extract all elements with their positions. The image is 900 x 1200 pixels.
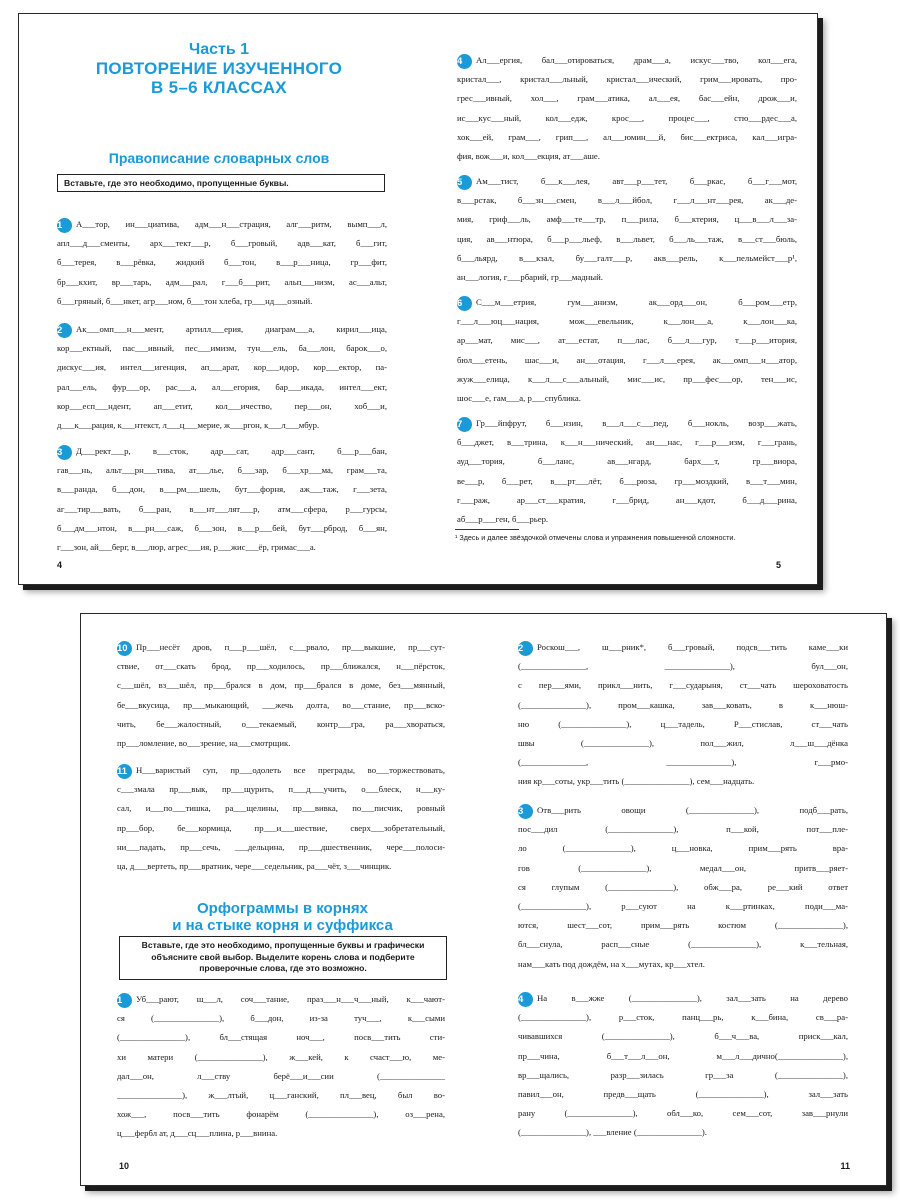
exercise-number-badge: 4 xyxy=(457,54,472,69)
section-heading xyxy=(81,901,484,935)
exercise-line: с___змала пр___вык, пр___щурить, п___д___учить, о___блеск, н___ку- xyxy=(117,784,445,795)
page-number: 10 xyxy=(119,1161,130,1171)
exercise-line: сал, и___по___тишка, ра___щелины, пр___вивка, по___писчик, ровный xyxy=(117,803,445,814)
footnote-divider xyxy=(455,529,519,530)
exercise-line: кор___есп___ндент, ап___етит, кол___ичество, пер___он, хоб___и, xyxy=(57,400,387,411)
chapter-title-line1: ПОВТОРЕНИЕ ИЗУЧЕННОГО xyxy=(95,59,343,78)
exercise-line: Ал___ергия, бал___отироваться, драм___а, искус___тво, кол___ега, xyxy=(476,55,797,65)
footnote: ¹ Здесь и далее звёздочкой отмечены слова и упражнения повышенной сложности. xyxy=(455,533,736,542)
exercise-4 xyxy=(457,51,797,166)
exercise-line: ся глупым (_______________), обж___ра, ре___кий ответ xyxy=(518,881,848,892)
exercise-line: вр___щались, разр___зилась гр___за (_______________), xyxy=(518,1069,848,1080)
exercise-line: Н___варистый суп, пр___одолеть все преграды, во___торжествовать, xyxy=(136,765,445,775)
exercise-line: б___джет, в___трина, к___н___нический, ан___нас, г___р___изм, г___грань, xyxy=(457,437,797,448)
exercise-line: ся (_______________), б___дон, из-за туч___, к___сыми xyxy=(117,1013,445,1024)
exercise-5 xyxy=(457,172,797,287)
exercise-line: Гр___йпфрут, б___нзин, в___л___с___пед, б___нокль, возр___жать, xyxy=(476,418,797,428)
page-number: 4 xyxy=(57,560,63,570)
exercise-line: ню (_______________), ц___тадель, Р___стислав, ст___чать xyxy=(518,718,848,729)
exercise-line: пос___дил (_______________), п___кой, пот___пле- xyxy=(518,824,848,835)
exercise-line: шос___е, гам___а, р___спублика. xyxy=(457,392,581,403)
exercise-3 xyxy=(57,442,387,557)
exercise-line: швы (_______________), пол___жил, л___ш___дёнка xyxy=(518,737,848,748)
exercise-line: бюл___етень, шас___и, ан___отация, г___л___ерея, ак___омп___н___атор, xyxy=(457,354,797,365)
exercise-line: хи матери (_______________), ж___кей, к счаст___ю, ме- xyxy=(117,1051,445,1062)
exercise-line: ни___падать, пр___сечь, ___дельцина, пр___дшественник, чере___полоси- xyxy=(117,841,445,852)
exercise-line: чивавшихся (_______________), б___ч___ва, приск___кал, xyxy=(518,1031,848,1042)
book-spread-pages-10-11 xyxy=(80,613,887,1186)
page-number: 5 xyxy=(775,560,781,570)
exercise-3 xyxy=(518,801,848,974)
exercise-line: фия, вож___и, кол___екция, ат___аше. xyxy=(457,150,600,161)
exercise-line: ауд___тория, б___ланс, ав___нгард, барх___т, гр___виора, xyxy=(457,456,797,467)
exercise-10 xyxy=(117,638,445,753)
exercise-line: в___рстак, б___зн___смен, в___л___йбол, г___л___нт___рея, ак___де- xyxy=(457,195,797,206)
exercise-line: Ак___омп___н___мент, артилл___ерия, диаграм___а, кирил___ица, xyxy=(76,324,387,334)
exercise-line: гав___нь, альт___рн___тива, ат___лье, б___зар, б___хр___ма, грам___та, xyxy=(57,465,387,476)
page-4 xyxy=(19,14,419,584)
exercise-line: рану (_______________), обл___ко, сем___сот, зав___рнули xyxy=(518,1108,848,1119)
exercise-number-badge: 10 xyxy=(117,641,132,656)
exercise-line: Роскош___, ш___рник*, б___гровый, подсв___тить каме___ки xyxy=(537,642,848,652)
exercise-line: Уб___рают, ш___л, соч___тание, праз___н___ч___ный, к___чают- xyxy=(136,994,445,1004)
exercise-line: б___гряный, б___нкет, агр___ном, б___тон хлеба, гр___нд___озный. xyxy=(57,295,313,306)
exercise-number-badge: 2 xyxy=(57,323,72,338)
exercise-number-badge: 5 xyxy=(457,175,472,190)
exercise-number-badge: 1 xyxy=(117,993,132,1008)
exercise-line: с пер___ями, прикл___нить, г___сударыня, ст___чать шероховатость xyxy=(518,680,848,691)
exercise-line: бе___вкусица, пр___мыкающий, ___жечь долта, во___стание, пр___вско- xyxy=(117,699,445,710)
part-heading: Часть 1 xyxy=(188,41,250,58)
exercise-line: грес___ивный, хол___, грам___атика, ал___ея, бас___ейн, дрож___и, xyxy=(457,93,797,104)
exercise-line: ца, д___вертеть, пр___вратник, чере___седельник, ра___чёт, з___чинщик. xyxy=(117,860,392,871)
exercise-4 xyxy=(518,989,848,1143)
exercise-number-badge: 2 xyxy=(518,641,533,656)
exercise-line: с___шёл, вз___шёл, пр___брался в дом, пр___брался в доме, без___мянный, xyxy=(117,680,445,691)
exercise-line: кор___ектный, пас___ивный, пес___имизм, тун___ель, ба___лон, барок___о, xyxy=(57,343,387,354)
exercise-line: рал___ель, фур___ор, рас___а, ал___егория, бар___икада, интел___ект, xyxy=(57,381,387,392)
exercise-line: г___раж, ар___ст___кратия, г___брид, ан___кдот, б___д___рина, xyxy=(457,494,797,505)
exercise-line: ц___фербл ат, д___сц___плина, р___внина. xyxy=(117,1128,278,1139)
exercise-number-badge: 4 xyxy=(518,992,533,1007)
exercise-line: С___м___етрия, гум___анизм, ак___орд___он, б___ром___етр, xyxy=(476,297,797,307)
exercise-line: ция, ав___нтюра, б___р___льеф, в___львет, б___ль___таж, в___ст___бюль, xyxy=(457,233,797,244)
exercise-line: (_______________), р___суют на к___ртинках, поди___ма- xyxy=(518,900,848,911)
exercise-line: нам___кать под дождём, на х___мутах, кр___хтел. xyxy=(518,958,705,969)
exercise-line: На в___жже (_______________), зал___зать на дерево xyxy=(537,993,848,1003)
exercise-line: аг___тир___вать, б___ран, в___нт___лят___р, атм___сфера, р___гурсы, xyxy=(57,503,387,514)
exercise-line: хож___, посв___тить фонарём (_______________), оз___рена, xyxy=(117,1109,445,1120)
exercise-line: (_______________), пром___кашка, зав___ковать, в к___нюш- xyxy=(518,699,848,710)
exercise-line: б___терея, в___рёвка, жидкий б___тон, в___р___ница, гр___фит, xyxy=(57,257,387,268)
exercise-line: ствие, от___скать брод, пр___ходилось, пр___ближался, н___пёрсток, xyxy=(117,661,445,672)
exercise-line: Отв___рить овощи (_______________), подб___рать, xyxy=(537,805,848,815)
page-10 xyxy=(81,614,484,1185)
exercise-line: хок___ей, грам___, грип___, ал___юмин___й, бис___ектриса, кал___игра- xyxy=(457,131,797,142)
instruction-box: Вставьте, где это необходимо, пропущенные буквы и графически объясните свой выбор. Выделите корень слова и подберите проверочные слова, где это возможно. xyxy=(119,936,447,980)
exercise-7 xyxy=(457,414,797,529)
exercise-line: ве___р, б___рет, в___рт___лёт, б___рюза, гр___моздкий, в___т___мин, xyxy=(457,475,797,486)
exercise-number-badge: 11 xyxy=(117,764,132,779)
exercise-line: (_______________, _______________), бул___он, xyxy=(518,661,848,672)
exercise-number-badge: 7 xyxy=(457,417,472,432)
exercise-line: аб___р___ген, б___рьер. xyxy=(457,513,549,524)
exercise-line: _______________), ж___лтый, ц___ганский, пл___вец, был во- xyxy=(117,1089,445,1100)
exercise-line: мия, гриф___ль, амф___те___тр, п___рила, б___ктерия, ц___в___л___за- xyxy=(457,214,797,225)
exercise-line: д___к___рация, к___нтекст, л___ц___мерие, ж___ргон, к___л___мбур. xyxy=(57,419,320,430)
section-heading: Правописание словарных слов xyxy=(108,150,330,166)
exercise-line: бл___снула, расп___сные (_______________), к___тельная, xyxy=(518,939,848,950)
instruction-box: Вставьте, где это необходимо, пропущенные буквы. xyxy=(57,174,385,192)
exercise-line: жуж___елица, к___л___с___альный, мис___ис, пр___фес___ор, тен___ис, xyxy=(457,373,797,384)
exercise-line: (_______________), р___сток, панц___рь, к___бина, св___ра- xyxy=(518,1012,848,1023)
exercise-6 xyxy=(457,293,797,408)
exercise-line: Д___рект___р, в___сток, адр___сат, адр___сант, б___р___бан, xyxy=(76,446,387,456)
exercise-2 xyxy=(57,320,387,435)
page-11 xyxy=(484,614,888,1185)
exercise-line: (_______________, _______________), г___рмо- xyxy=(518,757,848,768)
exercise-line: (_______________), бл___стящая ноч___, посв___тить сти- xyxy=(117,1032,445,1043)
exercise-line: г___зон, ай___берг, в___люр, агрес___ия, р___жис___ёр, гримас___а. xyxy=(57,541,316,552)
section-heading-line1: Орфограммы в корнях xyxy=(196,900,369,917)
exercise-line: дискус___ия, интел___игенция, ап___арат, кор___идор, кор___ектор, па- xyxy=(57,362,387,373)
page-5 xyxy=(419,14,819,584)
section-heading-line2: и на стыке корня и суффикса xyxy=(172,916,393,934)
exercise-line: г___л___юц___нация, мож___евельник, к___лон___а, к___лон___ка, xyxy=(457,316,797,327)
exercise-line: кристал___, кристал___льный, кристал___ический, грим___ировать, про- xyxy=(457,74,797,85)
chapter-title xyxy=(19,59,419,97)
chapter-title-line2: В 5–6 КЛАССАХ xyxy=(151,78,287,98)
exercise-line: б___льярд, в___кзал, бу___галт___р, акв___рель, к___пельмейст___р¹, xyxy=(457,252,797,263)
exercise-number-badge: 3 xyxy=(518,804,533,819)
exercise-line: ис___кус___ный, кол___едж, крос___, процес___, стю___рдес___а, xyxy=(457,112,797,123)
exercise-1 xyxy=(57,215,387,311)
exercise-number-badge: 6 xyxy=(457,296,472,311)
exercise-line: пр___ломление, во___зрение, на___смотрщик. xyxy=(117,737,291,748)
exercise-line: дал___он, л___ству берё___и___сии (_______________ xyxy=(117,1070,445,1081)
exercise-line: (_______________), ___вление (_______________). xyxy=(518,1127,707,1138)
exercise-line: ан___логия, г___рбарий, гр___мадный. xyxy=(457,271,603,282)
exercise-line: пр___чина, б___т___л___он, м___л___дично(_______________), xyxy=(518,1050,848,1061)
exercise-line: б___дм___нтон, в___рн___саж, б___зон, в___р___бей, бут___рброд, б___ян, xyxy=(57,522,387,533)
exercise-line: апл___д___сменты, арх___тект___р, б___гровый, адв___кат, б___гит, xyxy=(57,238,387,249)
exercise-line: гов (_______________), медал___он, притв___ряет- xyxy=(518,862,848,873)
exercise-line: ло (_______________), ц___новка, прим___рять вра- xyxy=(518,843,848,854)
exercise-line: Ам___тист, б___к___лея, авт___р___тет, б___ркас, б___г___мот, xyxy=(476,176,797,186)
exercise-1 xyxy=(117,990,445,1144)
exercise-line: пр___бор, бе___кормица, пр___и___шествие, сверх___зобретательный, xyxy=(117,822,445,833)
exercise-line: чить, бе___жалостный, о___текаемый, контр___гра, ра___хвораться, xyxy=(117,718,445,729)
exercise-line: в___ранда, б___дон, в___рм___шель, бут___форня, аж___таж, г___зета, xyxy=(57,484,387,495)
exercise-2 xyxy=(518,638,848,792)
page-number: 11 xyxy=(840,1161,850,1171)
exercise-number-badge: 1 xyxy=(57,218,72,233)
exercise-line: бр___кхит, вр___тарь, адм___рал, г___б___рит, альп___низм, ас___альт, xyxy=(57,276,387,287)
exercise-number-badge: 3 xyxy=(57,445,72,460)
exercise-line: Пр___несёт дров, п___р___шёл, с___рвало, пр___выкшие, пр___сут- xyxy=(136,642,445,652)
exercise-line: А___тор, ин___циатива, адм___н___страция, алг___ритм, вымп___л, xyxy=(76,219,387,229)
exercise-line: ар___мат, мис___, ат___естат, п___лас, б___л___гур, т___р___итория, xyxy=(457,335,797,346)
exercise-11 xyxy=(117,761,445,876)
book-spread-pages-4-5 xyxy=(18,13,818,585)
exercise-line: ния кр___соты, укр___тить (_______________), сем___надцать. xyxy=(518,776,755,787)
exercise-line: павил___он, предв___щать (_______________), зал___зать xyxy=(518,1088,848,1099)
exercise-line: ются, шест___сот, прим___рять костюм (_______________), xyxy=(518,920,848,931)
